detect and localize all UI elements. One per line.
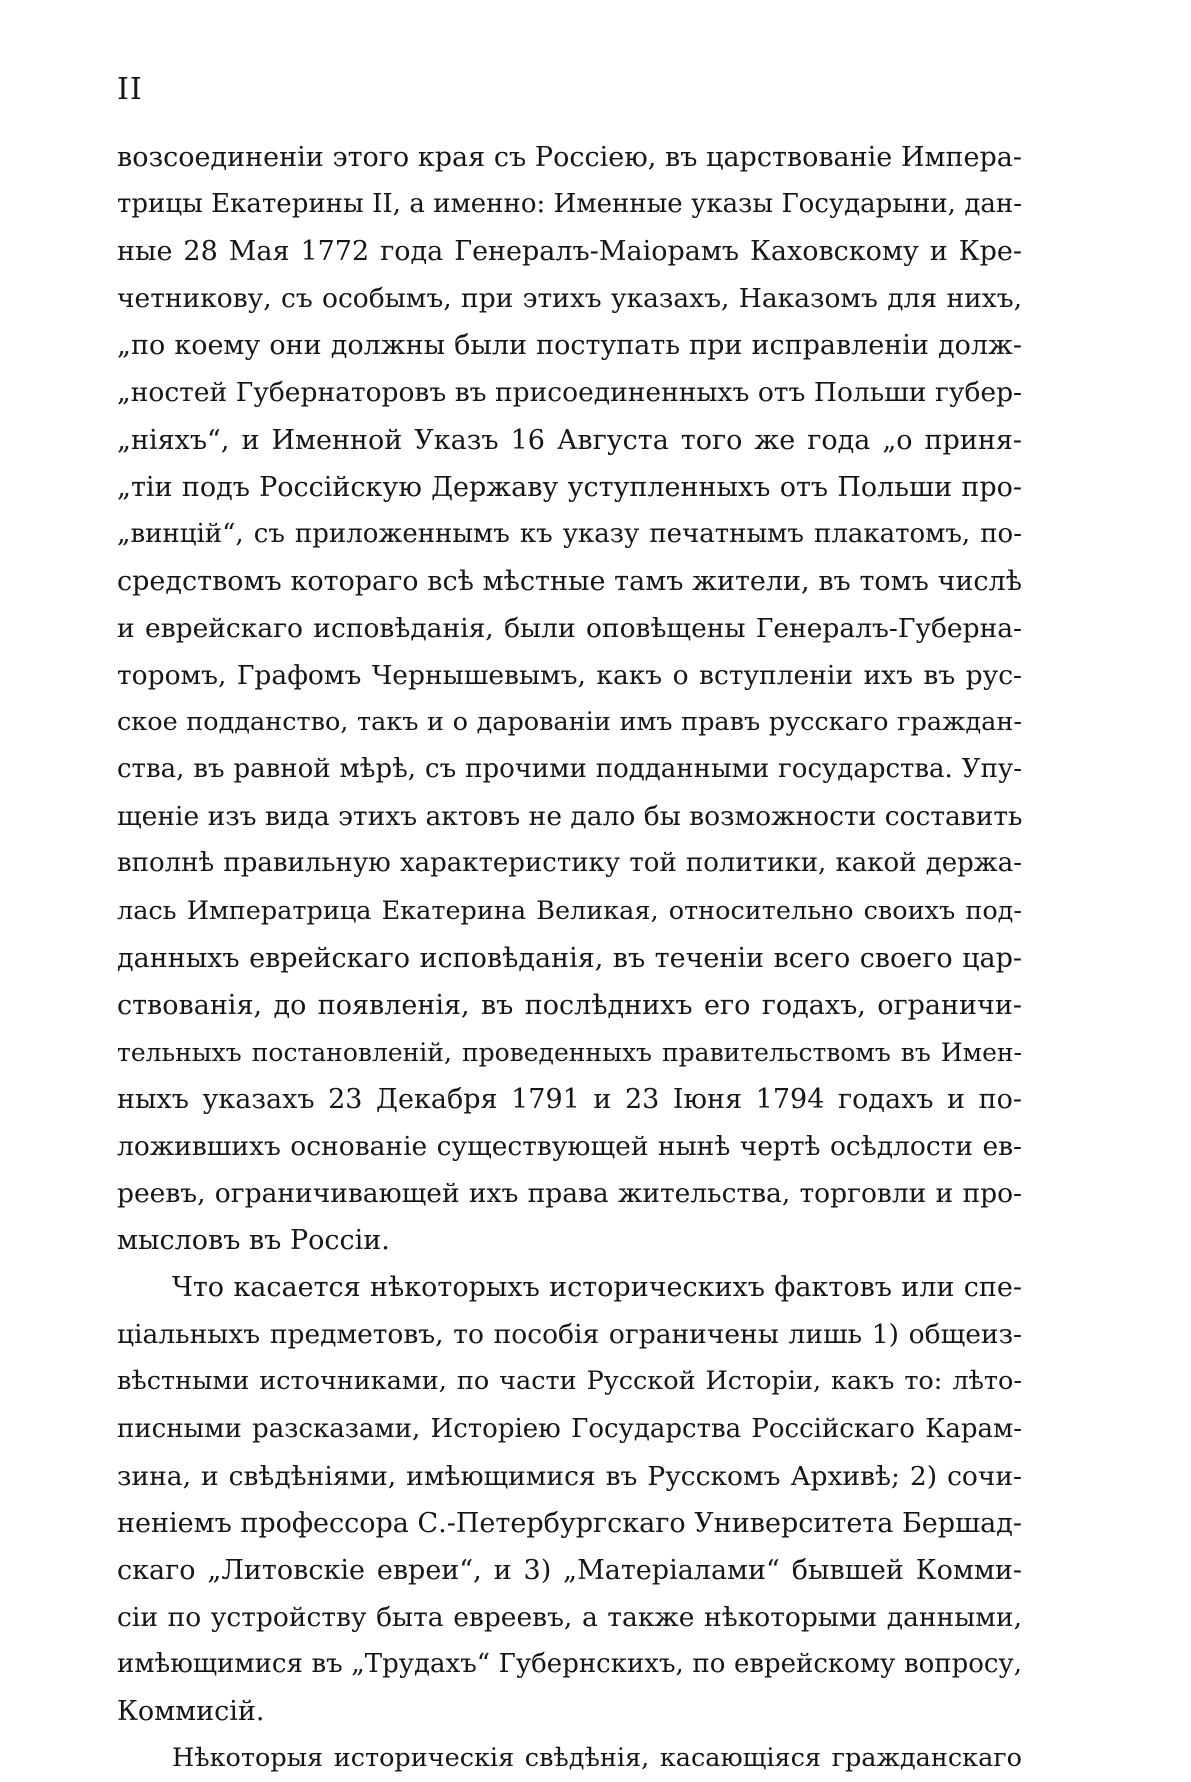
text-line: ложившихъ основаніе существующей нынѣ чертѣ осѣдлости ев- [117, 1130, 1022, 1162]
text-line: ства, въ равной мѣрѣ, съ прочими подданными государства. Упу- [117, 754, 1022, 785]
text-line: данныхъ еврейскаго исповѣданія, въ теченіи всего своего цар- [117, 942, 1022, 974]
text-line: сіи по устройству быта евреевъ, а также нѣкоторыми данными, [117, 1601, 1022, 1633]
text-line: трицы Екатерины II, а именно: Именные указы Государыни, дан- [117, 189, 1022, 220]
text-line: вполнѣ правильную характеристику той политики, какой держа- [117, 848, 1022, 879]
text-line: Что касается нѣкоторыхъ историческихъ фактовъ или спе- [172, 1272, 1022, 1304]
text-line: имѣющимися въ „Трудахъ“ Губернскихъ, по еврейскому вопросу, [117, 1649, 1022, 1679]
page-number: II [117, 72, 143, 107]
text-line: вѣстными источниками, по части Русской Исторіи, какъ то: лѣто- [117, 1366, 1022, 1397]
text-line: зина, и свѣдѣніями, имѣющимися въ Русскомъ Архивѣ; 2) сочи- [117, 1460, 1022, 1492]
body-text [117, 134, 1022, 1782]
text-line: „винцій“, съ приложеннымъ къ указу печатнымъ плакатомъ, по- [117, 518, 1022, 549]
text-line: реевъ, ограничивающей ихъ права жительства, торговли и про- [117, 1178, 1022, 1210]
text-line: „ностей Губернаторовъ въ присоединенныхъ отъ Польши губер- [117, 377, 1022, 409]
text-line: торомъ, Графомъ Чернышевымъ, какъ о вступленіи ихъ въ рус- [117, 660, 1022, 692]
text-line: Нѣкоторыя историческія свѣдѣнія, касающіяся гражданскаго [172, 1743, 1022, 1774]
text-line: ствованія, до появленія, въ послѣднихъ его годахъ, ограничи- [117, 989, 1022, 1021]
text-line: средствомъ котораго всѣ мѣстные тамъ жители, въ томъ числѣ [117, 565, 1022, 597]
text-line: писными разсказами, Исторіею Государства Россійскаго Карам- [117, 1413, 1022, 1444]
text-line: ціальныхъ предметовъ, то пособія ограничены лишь 1) общеиз- [117, 1319, 1022, 1351]
text-line: Коммисій. [117, 1696, 265, 1728]
text-line: неніемъ профессора С.-Петербургскаго Университета Бершад- [117, 1507, 1022, 1539]
text-line: тельныхъ постановленій, проведенныхъ правительствомъ въ Имен- [117, 1037, 1022, 1067]
text-line: ское подданство, такъ и о дарованіи имъ правъ русскаго граждан- [117, 707, 1022, 738]
text-line: и еврейскаго исповѣданія, были оповѣщены Генералъ-Губерна- [117, 612, 1022, 644]
text-line: „тіи подъ Россійскую Державу уступленныхъ отъ Польши про- [117, 471, 1022, 503]
text-line: ныхъ указахъ 23 Декабря 1791 и 23 Іюня 1794 годахъ и по- [117, 1083, 1022, 1115]
text-line: „ніяхъ“, и Именной Указъ 16 Августа того же года „о приня- [117, 424, 1022, 456]
text-line: щеніе изъ вида этихъ актовъ не дало бы возможности составить [117, 801, 1023, 833]
text-line: скаго „Литовскіе евреи“, и 3) „Матеріалами“ бывшей Комми- [117, 1554, 1022, 1586]
text-line: лась Императрица Екатерина Великая, относительно своихъ под- [117, 895, 1022, 926]
text-line: возсоединеніи этого края съ Россіею, въ царствованіе Импера- [117, 142, 1022, 173]
text-line: ные 28 Мая 1772 года Генералъ-Маіорамъ Каховскому и Кре- [117, 236, 1022, 268]
text-line: „по коему они должны были поступать при исправленіи долж- [117, 330, 1022, 362]
text-line: четникову, съ особымъ, при этихъ указахъ, Наказомъ для нихъ, [117, 283, 1022, 315]
text-line: мысловъ въ Россіи. [117, 1225, 390, 1257]
